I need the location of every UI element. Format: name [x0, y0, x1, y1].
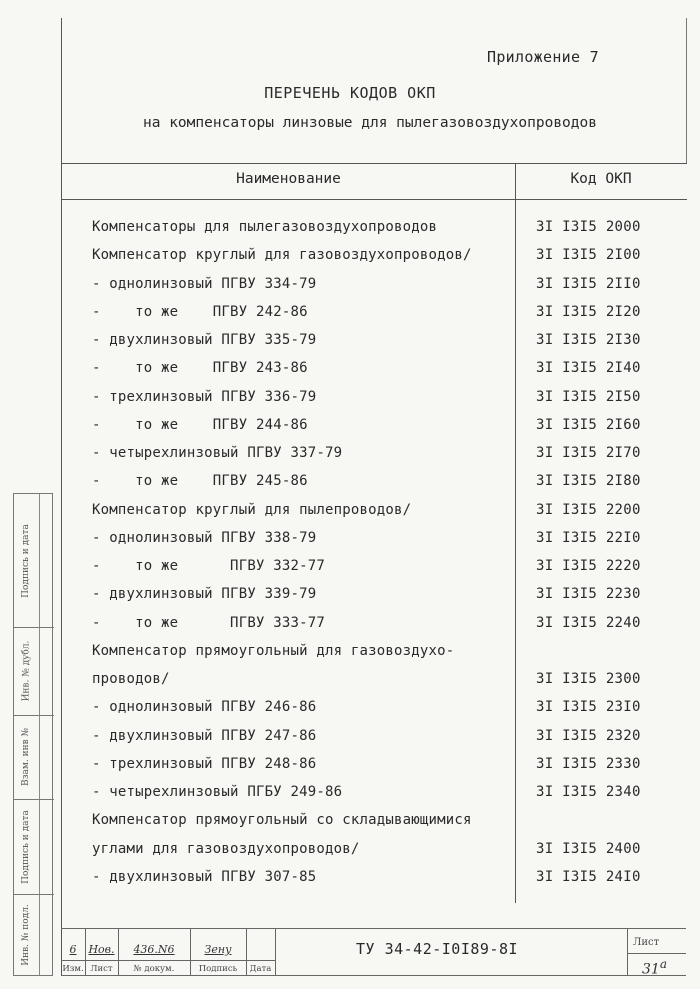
table-row-name: - то же ПГВУ 244-86 [92, 416, 308, 433]
column-header-name: Наименование [236, 171, 341, 187]
table-row-name: Компенсаторы для пылегазовоздухопроводов [92, 219, 438, 235]
table-row-code: 3I I3I5 2I50 [536, 388, 641, 405]
title-block-sheet-rule [627, 953, 686, 954]
frame-left-border [61, 18, 62, 976]
table-row-name: - двухлинзовый ПГВУ 335-79 [92, 332, 317, 348]
table-row-name: - четырехлинзовый ПГВУ 337-79 [92, 445, 343, 461]
table-row-name: - трехлинзовый ПГВУ 248-86 [92, 755, 317, 772]
label-signature: Подпись [198, 964, 238, 974]
table-row-code: 3I I3I5 2000 [536, 219, 641, 235]
document-subtitle: на компенсаторы линзовые для пылегазовоздухопроводов [143, 115, 597, 131]
table-row-code: 3I I3I5 2I30 [536, 332, 641, 348]
table-row-name: Компенсатор круглый для газовоздухопроводов/ [92, 247, 472, 264]
revision-signature: Зену [204, 943, 232, 956]
table-row-name: - то же ПГВУ 333-77 [92, 614, 325, 631]
table-row-code: 3I I3I5 2320 [536, 727, 641, 744]
table-row-name: Компенсатор круглый для пылепроводов/ [92, 501, 412, 518]
table-row-name: - то же ПГВУ 332-77 [92, 558, 325, 574]
table-row-code: 3I I3I5 2230 [536, 586, 641, 603]
appendix-label: Приложение 7 [487, 48, 599, 66]
table-row-name: - двухлинзовый ПГВУ 247-86 [92, 727, 317, 744]
table-row-code: 3I I3I5 2400 [536, 840, 641, 857]
side-label-signature-date-2: Подпись и дата [21, 809, 31, 884]
column-header-code: Код ОКП [570, 171, 632, 187]
table-row-name: - однолинзовый ПГВУ 338-79 [92, 529, 317, 546]
table-row-name: Компенсатор прямоугольный для газовоздухо- [92, 642, 455, 659]
table-row-name: Компенсатор прямоугольный со складывающимися [92, 812, 472, 829]
table-row-code: 3I I3I5 2I60 [536, 416, 641, 433]
side-stamp [13, 493, 53, 976]
table-row-name: - четырехлинзовый ПГБУ 249-86 [92, 784, 343, 800]
table-row-code: 3I I3I5 2240 [536, 614, 641, 631]
table-row-name: - трехлинзовый ПГВУ 336-79 [92, 388, 317, 405]
title-block-top-rule [61, 928, 686, 929]
sheet-number-value: 31 [642, 961, 660, 978]
table-row-name: - двухлинзовый ПГВУ 339-79 [92, 586, 317, 603]
table-row-name: углами для газовоздухопроводов/ [92, 840, 360, 857]
revision-document-number: 436.N6 [133, 943, 175, 956]
table-column-divider [515, 163, 516, 903]
table-row-name: - то же ПГВУ 245-86 [92, 473, 308, 490]
table-row-name: - то же ПГВУ 243-86 [92, 360, 308, 377]
label-sheet: Лист [90, 964, 113, 974]
table-row-code: 3I I3I5 2I80 [536, 473, 641, 490]
table-row-code: 3I I3I5 2330 [536, 755, 641, 772]
table-row-code: 3I I3I5 22I0 [536, 529, 641, 546]
side-stamp-inner-line [39, 494, 40, 975]
table-row-code: 3I I3I5 24I0 [536, 868, 641, 885]
sheet-label: Лист [633, 937, 660, 948]
table-row-name: проводов/ [92, 671, 170, 687]
document-title: ПЕРЕЧЕНЬ КОДОВ ОКП [264, 84, 436, 102]
side-label-replace-inventory: Взам. инв № [21, 727, 31, 787]
label-change: Изм. [62, 964, 84, 974]
side-label-original-inventory: Инв. № подл. [21, 903, 31, 966]
table-row-code: 3I I3I5 2I40 [536, 360, 641, 377]
table-row-code: 3I I3I5 2340 [536, 784, 641, 800]
side-label-signature-date: Подпись и дата [21, 523, 31, 598]
side-label-dup-inventory: Инв. № дубл. [21, 640, 32, 702]
title-block-mid-rule [61, 960, 275, 961]
label-document-number: № докум. [133, 964, 175, 974]
revision-sheet: Нов. [88, 943, 115, 956]
label-date: Дата [249, 964, 272, 974]
table-row-code: 3I I3I5 23I0 [536, 699, 641, 716]
table-row-code: 3I I3I5 2I70 [536, 445, 641, 461]
frame-bottom-border [61, 975, 686, 976]
table-row-code: 3I I3I5 2I00 [536, 247, 641, 264]
table-top-rule [62, 163, 687, 164]
document-code: ТУ 34-42-I0I89-8I [356, 940, 519, 958]
sheet-number-suffix: a [659, 957, 667, 971]
table-row-name: - двухлинзовый ПГВУ 307-85 [92, 868, 317, 885]
table-row-name: - то же ПГВУ 242-86 [92, 303, 308, 320]
revision-number: 6 [69, 943, 77, 956]
title-block-divider [627, 928, 628, 976]
table-row-code: 3I I3I5 2200 [536, 501, 641, 518]
table-row-code: 3I I3I5 2II0 [536, 275, 641, 292]
table-header-rule [62, 199, 687, 200]
table-row-name: - однолинзовый ПГВУ 246-86 [92, 699, 317, 716]
sheet-number [642, 957, 667, 978]
table-row-code: 3I I3I5 2300 [536, 671, 641, 687]
table-row-code: 3I I3I5 2I20 [536, 303, 641, 320]
table-row-code: 3I I3I5 2220 [536, 558, 641, 574]
title-block-divider [275, 928, 276, 976]
table-row-name: - однолинзовый ПГВУ 334-79 [92, 275, 317, 292]
